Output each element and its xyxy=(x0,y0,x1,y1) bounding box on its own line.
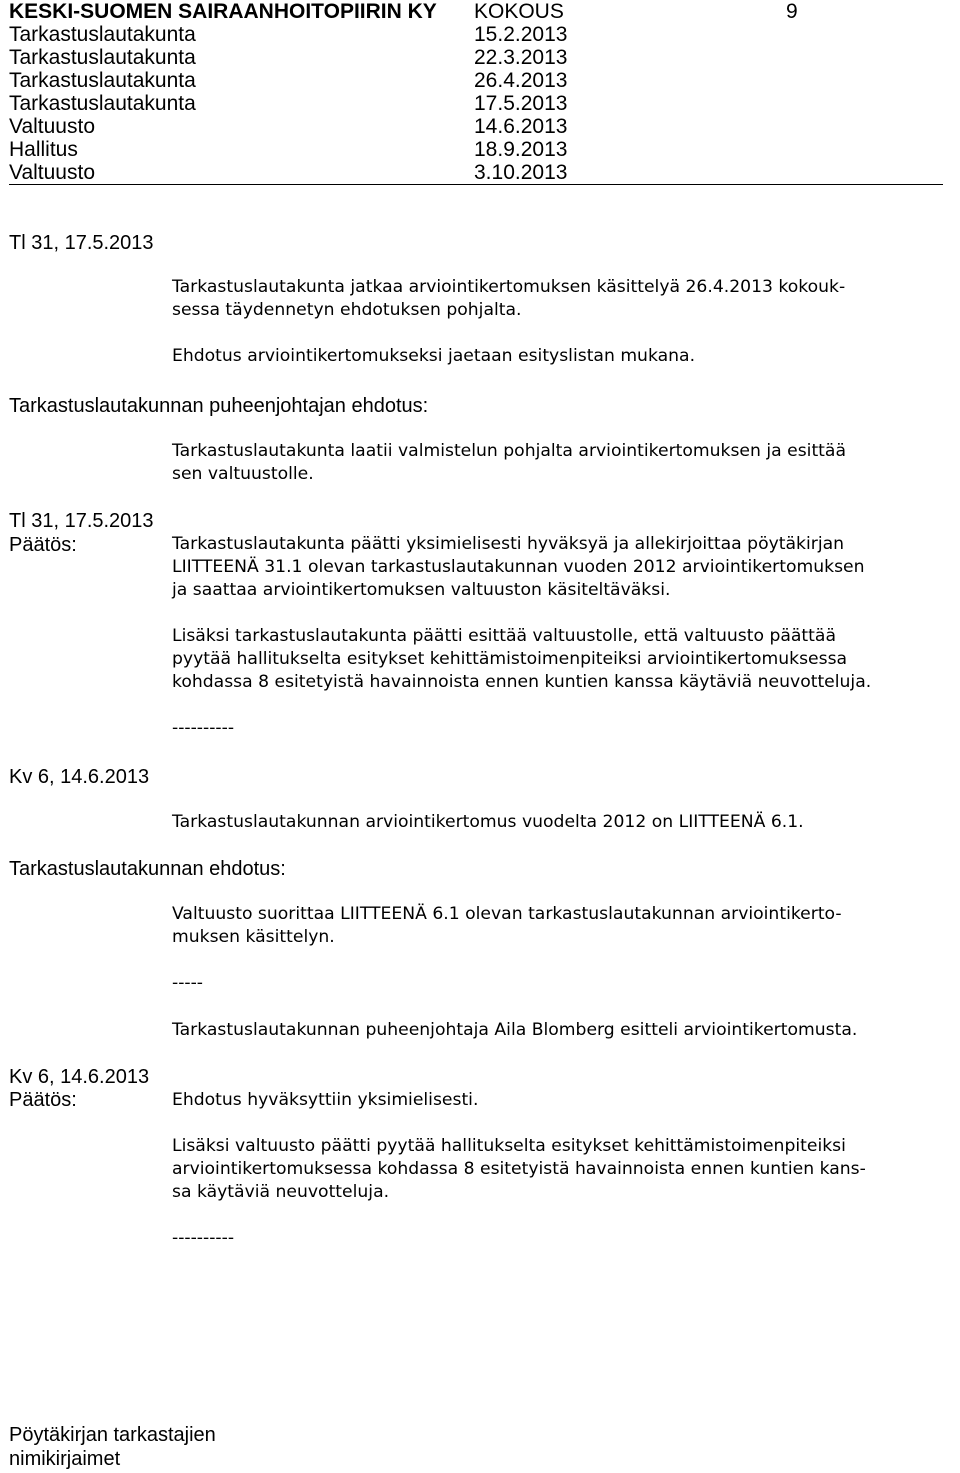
section-reference: Tl 31, 17.5.2013 xyxy=(9,232,154,254)
meeting-body: Tarkastuslautakunta xyxy=(9,23,196,46)
meeting-date: 3.10.2013 xyxy=(474,161,568,184)
meeting-body: Tarkastuslautakunta xyxy=(9,46,196,69)
section-reference: Kv 6, 14.6.2013 xyxy=(9,1066,150,1088)
header-rule xyxy=(9,184,943,185)
paragraph-line: Ehdotus hyväksyttiin yksimielisesti. xyxy=(172,1090,479,1110)
meeting-date: 14.6.2013 xyxy=(474,115,568,138)
paragraph-line: Valtuusto suorittaa LIITTEENÄ 6.1 olevan tarkastuslautakunnan arviointikerto- xyxy=(172,904,842,924)
decision-label: Päätös: xyxy=(9,534,77,556)
paragraph-line: ja saattaa arviointikertomuksen valtuuston käsiteltäväksi. xyxy=(172,580,671,600)
organization-name: KESKI-SUOMEN SAIRAANHOITOPIIRIN KY xyxy=(9,0,437,23)
paragraph-line: LIITTEENÄ 31.1 olevan tarkastuslautakunnan vuoden 2012 arviointikertomuksen xyxy=(172,557,865,577)
separator: ----- xyxy=(172,973,204,993)
meeting-body: Tarkastuslautakunta xyxy=(9,69,196,92)
separator: ---------- xyxy=(172,718,235,738)
meeting-date: 15.2.2013 xyxy=(474,23,568,46)
page-number: 9 xyxy=(786,0,798,23)
footer-line: nimikirjaimet xyxy=(9,1448,121,1470)
proposal-label: Tarkastuslautakunnan puheenjohtajan ehdotus: xyxy=(9,395,429,417)
paragraph-line: sa käytäviä neuvotteluja. xyxy=(172,1182,390,1202)
meeting-body: Hallitus xyxy=(9,138,78,161)
meeting-body: Tarkastuslautakunta xyxy=(9,92,196,115)
paragraph-line: sen valtuustolle. xyxy=(172,464,314,484)
paragraph-line: Tarkastuslautakunnan puheenjohtaja Aila Blomberg esitteli arviointikertomusta. xyxy=(172,1020,858,1040)
proposal-label: Tarkastuslautakunnan ehdotus: xyxy=(9,858,286,880)
paragraph-line: Tarkastuslautakunta laatii valmistelun pohjalta arviointikertomuksen ja esittää xyxy=(172,441,846,461)
meeting-date: 22.3.2013 xyxy=(474,46,568,69)
paragraph-line: sessa täydennetyn ehdotuksen pohjalta. xyxy=(172,300,522,320)
paragraph-line: Lisäksi valtuusto päätti pyytää hallitukselta esitykset kehittämistoimenpiteiksi xyxy=(172,1136,846,1156)
section-reference: Kv 6, 14.6.2013 xyxy=(9,766,150,788)
meeting-date: 26.4.2013 xyxy=(474,69,568,92)
paragraph-line: Lisäksi tarkastuslautakunta päätti esittää valtuustolle, että valtuusto päättää xyxy=(172,626,836,646)
paragraph-line: Tarkastuslautakunnan arviointikertomus vuodelta 2012 on LIITTEENÄ 6.1. xyxy=(172,812,804,832)
meeting-date: 17.5.2013 xyxy=(474,92,568,115)
meeting-label: KOKOUS xyxy=(474,0,564,23)
paragraph-line: kohdassa 8 esitetyistä havainnoista ennen kuntien kanssa käytäviä neuvotteluja. xyxy=(172,672,872,692)
meeting-body: Valtuusto xyxy=(9,161,95,184)
decision-label: Päätös: xyxy=(9,1089,77,1111)
paragraph-note: Ehdotus arviointikertomukseksi jaetaan esityslistan mukana. xyxy=(172,346,696,366)
paragraph-line: arviointikertomuksessa kohdassa 8 esitetyistä havainnoista ennen kuntien kans- xyxy=(172,1159,866,1179)
paragraph-line: Tarkastuslautakunta päätti yksimielisesti hyväksyä ja allekirjoittaa pöytäkirjan xyxy=(172,534,845,554)
footer-line: Pöytäkirjan tarkastajien xyxy=(9,1424,216,1446)
meeting-date: 18.9.2013 xyxy=(474,138,568,161)
paragraph-line: pyytää hallitukselta esitykset kehittämistoimenpiteiksi arviointikertomuksessa xyxy=(172,649,848,669)
paragraph-line: muksen käsittelyn. xyxy=(172,927,335,947)
paragraph-line: Tarkastuslautakunta jatkaa arviointikertomuksen käsittelyä 26.4.2013 kokouk- xyxy=(172,277,846,297)
meeting-body: Valtuusto xyxy=(9,115,95,138)
separator: ---------- xyxy=(172,1228,235,1248)
section-reference: Tl 31, 17.5.2013 xyxy=(9,510,154,532)
